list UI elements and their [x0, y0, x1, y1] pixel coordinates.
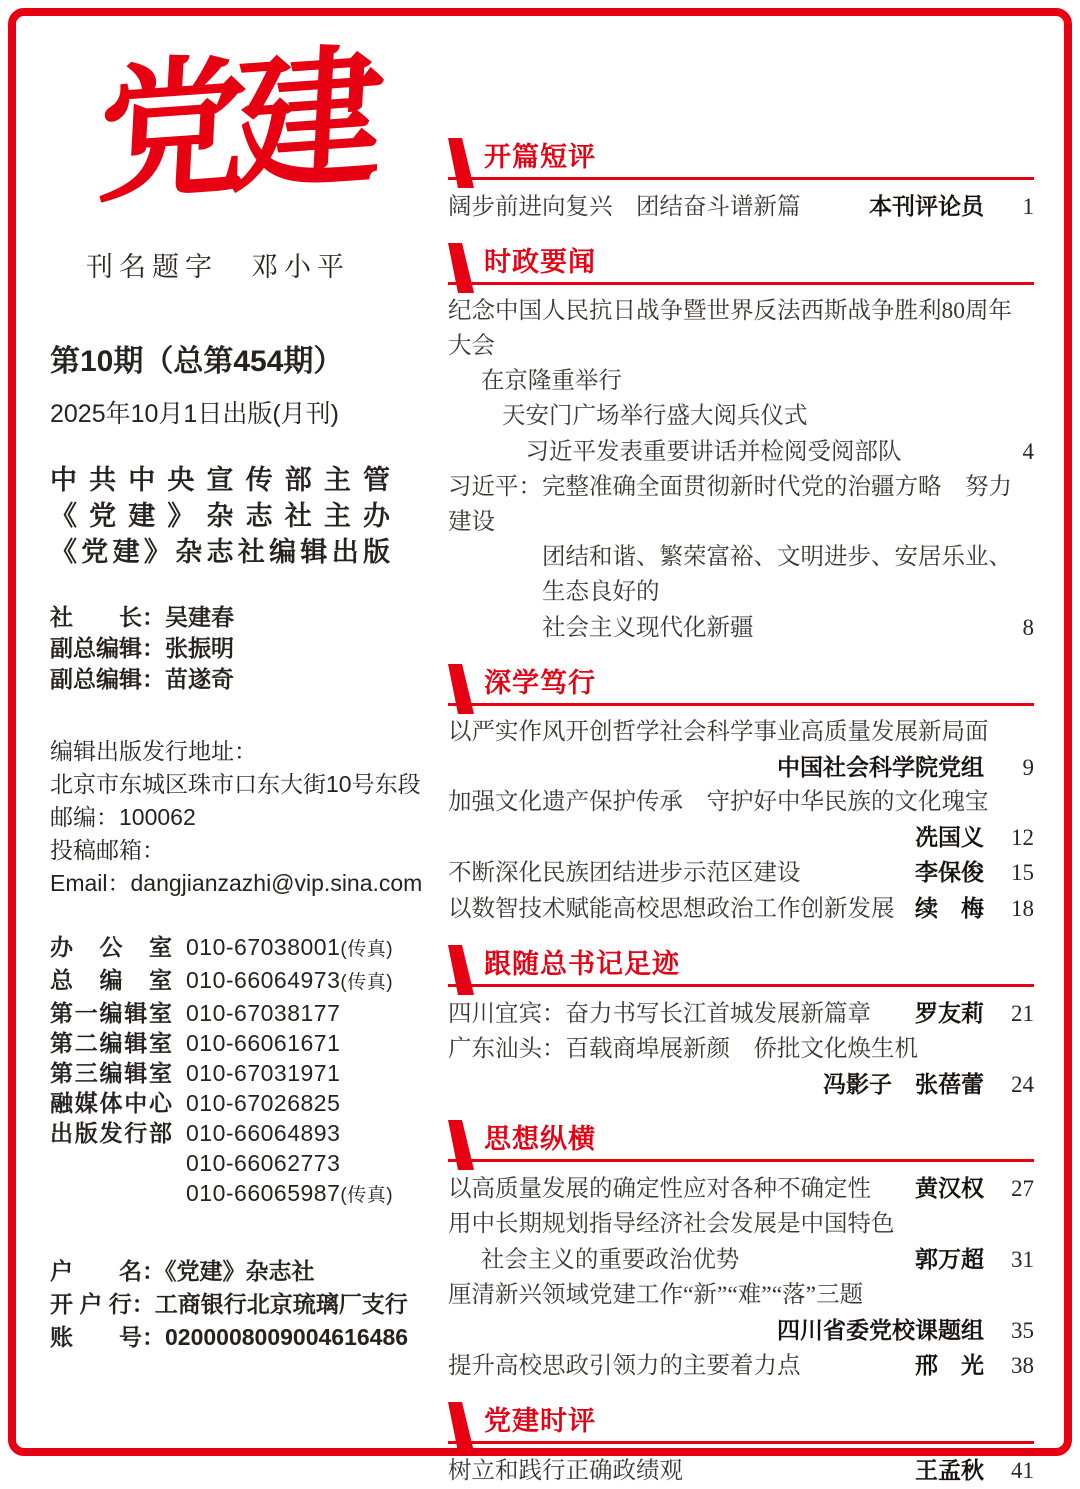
article-title: 社会主义的重要政治优势 — [480, 1247, 740, 1273]
article-page-number: 9 — [1022, 755, 1034, 780]
article-page-number: 31 — [1011, 1247, 1034, 1272]
article-row — [448, 1207, 1034, 1242]
toc-section — [448, 943, 1034, 1102]
phone-department-label: 第二编辑室 — [50, 1030, 172, 1056]
phone-row — [50, 1148, 438, 1178]
phone-row — [50, 998, 438, 1028]
article-author: 冯影子 张蓓蕾 — [823, 1071, 984, 1097]
article-row — [448, 399, 1034, 434]
article-title: 用中长期规划指导经济社会发展是中国特色 — [448, 1211, 895, 1237]
fax-note: (传真) — [340, 1185, 394, 1206]
phone-row — [50, 1178, 438, 1211]
article-row — [448, 364, 1034, 399]
article-page-number: 4 — [1022, 439, 1034, 464]
article-page-number: 8 — [1022, 615, 1034, 640]
article-page-number: 1 — [1022, 194, 1034, 219]
phone-row — [50, 932, 438, 965]
article-title: 以严实作风开创哲学社会科学事业高质量发展新局面 — [448, 719, 989, 745]
section-marker-icon — [448, 243, 474, 293]
bank-line: 开 户 行：工商银行北京琉璃厂支行 — [50, 1291, 408, 1317]
issue-number: 第10期（总第454期） — [50, 345, 344, 378]
publisher-line: 《党建》杂志社主办 — [50, 501, 390, 531]
article-title: 社会主义现代化新疆 — [542, 615, 754, 641]
article-row — [448, 1067, 1034, 1102]
address-line: 投稿邮箱： — [50, 837, 165, 863]
section-header — [448, 1400, 1034, 1444]
address-block — [50, 735, 438, 900]
section-title: 深学笃行 — [484, 668, 596, 698]
article-row — [448, 715, 1034, 750]
phone-number: 010-67038177 — [186, 1000, 341, 1026]
article-title: 加强文化遗产保护传承 守护好中华民族的文化瑰宝 — [448, 789, 989, 815]
article-title: 厘清新兴领域党建工作“新”“难”“落”三题 — [448, 1282, 864, 1308]
section-articles — [448, 189, 1034, 225]
article-row — [448, 1278, 1034, 1313]
article-title: 在京隆重举行 — [480, 368, 622, 394]
publisher-line: 《党建》杂志社编辑出版 — [50, 537, 390, 567]
bank-line: 账 号：0200008009004616486 — [50, 1324, 409, 1350]
masthead-column — [50, 28, 438, 1354]
section-marker-icon — [448, 945, 474, 995]
phone-department-label: 总编室 — [50, 967, 172, 993]
phone-number: 010-67031971 — [186, 1060, 341, 1086]
article-row — [448, 855, 1034, 891]
bank-line: 户 名：《党建》杂志社 — [50, 1258, 315, 1284]
article-row — [448, 996, 1034, 1032]
section-title: 党建时评 — [484, 1406, 596, 1436]
section-header — [448, 241, 1034, 285]
article-row — [448, 1453, 1034, 1489]
phone-number: 010-67038001(传真) — [186, 934, 394, 960]
section-title: 时政要闻 — [484, 247, 596, 277]
phone-department-label: 第一编辑室 — [50, 1000, 172, 1026]
article-row — [448, 189, 1034, 225]
article-author: 冼国义 — [915, 824, 984, 850]
article-page-number: 27 — [1011, 1176, 1034, 1201]
article-author: 罗友莉 — [915, 1000, 984, 1026]
article-title: 天安门广场举行盛大阅兵仪式 — [502, 403, 808, 429]
article-page-number: 18 — [1011, 896, 1034, 921]
toc-section — [448, 241, 1034, 646]
toc-section — [448, 1118, 1034, 1384]
toc-section — [448, 662, 1034, 927]
article-row — [448, 1348, 1034, 1384]
phone-number: 010-66065987(传真) — [186, 1180, 394, 1206]
fax-note: (传真) — [340, 939, 394, 960]
article-title: 以数智技术赋能高校思想政治工作创新发展 — [448, 896, 895, 922]
phone-row — [50, 965, 438, 998]
phone-row — [50, 1118, 438, 1148]
phone-number: 010-67026825 — [186, 1090, 341, 1116]
article-author: 李保俊 — [915, 859, 984, 885]
staff-line: 副总编辑：苗遂奇 — [50, 666, 234, 692]
article-author: 中国社会科学院党组 — [777, 754, 984, 780]
address-line: Email：dangjianzazhi@vip.sina.com — [50, 870, 423, 896]
staff-block — [50, 602, 438, 695]
article-row — [448, 891, 1034, 927]
article-page-number: 24 — [1011, 1072, 1034, 1097]
phone-directory — [50, 932, 438, 1211]
address-line: 邮编：100062 — [50, 804, 196, 830]
phone-number: 010-66061671 — [186, 1030, 341, 1056]
article-row — [448, 540, 1034, 610]
article-title: 阔步前进向复兴 团结奋斗谱新篇 — [448, 194, 801, 220]
section-header — [448, 1118, 1034, 1162]
article-row — [448, 294, 1034, 364]
phone-row — [50, 1058, 438, 1088]
publisher-line: 中共中央宣传部主管 — [50, 465, 390, 495]
section-header — [448, 136, 1034, 180]
article-author: 王孟秋 — [915, 1457, 984, 1483]
article-page-number: 12 — [1011, 825, 1034, 850]
article-row — [448, 750, 1034, 785]
section-marker-icon — [448, 664, 474, 714]
section-articles — [448, 996, 1034, 1102]
phone-department-label: 办公室 — [50, 934, 172, 960]
article-page-number: 38 — [1011, 1353, 1034, 1378]
phone-number: 010-66064893 — [186, 1120, 341, 1146]
phone-department-label: 融媒体中心 — [50, 1090, 172, 1116]
article-author: 郭万超 — [915, 1246, 984, 1272]
section-marker-icon — [448, 138, 474, 188]
article-title: 提升高校思政引领力的主要着力点 — [448, 1353, 801, 1379]
article-row — [448, 434, 1034, 470]
article-title: 习近平：完整准确全面贯彻新时代党的治疆方略 努力建设 — [448, 474, 1012, 535]
phone-row — [50, 1028, 438, 1058]
article-title: 四川宜宾：奋力书写长江首城发展新篇章 — [448, 1001, 871, 1027]
address-line: 编辑出版发行地址： — [50, 738, 257, 764]
article-page-number: 15 — [1011, 860, 1034, 885]
article-author: 邢 光 — [915, 1352, 984, 1378]
staff-line: 副总编辑：张振明 — [50, 635, 234, 661]
bank-info-block — [50, 1255, 438, 1354]
section-marker-icon — [448, 1402, 474, 1452]
section-articles — [448, 1453, 1034, 1489]
section-marker-icon — [448, 1120, 474, 1170]
phone-number: 010-66064973(传真) — [186, 967, 394, 993]
section-title: 开篇短评 — [484, 142, 596, 172]
publisher-block — [50, 462, 390, 570]
article-row — [448, 1242, 1034, 1278]
article-title: 树立和践行正确政绩观 — [448, 1458, 683, 1484]
section-articles — [448, 294, 1034, 646]
fax-note: (传真) — [340, 972, 394, 993]
article-author: 黄汉权 — [915, 1175, 984, 1201]
logo-calligrapher-credit: 刊名题字 邓小平 — [86, 252, 350, 283]
article-row — [448, 785, 1034, 820]
section-header — [448, 662, 1034, 706]
phone-row — [50, 1088, 438, 1118]
magazine-logo: 党建 — [93, 28, 374, 225]
article-row — [448, 1313, 1034, 1348]
section-articles — [448, 715, 1034, 927]
table-of-contents — [448, 136, 1034, 1489]
article-title: 以高质量发展的确定性应对各种不确定性 — [448, 1176, 871, 1202]
article-row — [448, 1032, 1034, 1067]
staff-line: 社 长：吴建春 — [50, 604, 234, 630]
article-author: 本刊评论员 — [869, 193, 984, 219]
article-title: 纪念中国人民抗日战争暨世界反法西斯战争胜利80周年大会 — [448, 298, 1012, 359]
address-line: 北京市东城区珠市口东大街10号东段 — [50, 771, 421, 797]
article-title: 团结和谐、繁荣富裕、文明进步、安居乐业、生态良好的 — [542, 544, 1012, 605]
article-row — [448, 470, 1034, 540]
article-row — [448, 610, 1034, 646]
article-page-number: 35 — [1011, 1318, 1034, 1343]
phone-department-label: 第三编辑室 — [50, 1060, 172, 1086]
toc-section — [448, 136, 1034, 225]
article-row — [448, 1171, 1034, 1207]
article-title: 广东汕头：百载商埠展新颜 侨批文化焕生机 — [448, 1036, 918, 1062]
section-title: 思想纵横 — [484, 1124, 596, 1154]
article-title: 不断深化民族团结进步示范区建设 — [448, 860, 801, 886]
article-page-number: 21 — [1011, 1001, 1034, 1026]
phone-number: 010-66062773 — [186, 1150, 341, 1176]
toc-section — [448, 1400, 1034, 1489]
section-header — [448, 943, 1034, 987]
section-articles — [448, 1171, 1034, 1384]
article-row — [448, 820, 1034, 855]
section-title: 跟随总书记足迹 — [484, 949, 680, 979]
article-author: 续 梅 — [915, 895, 984, 921]
article-author: 四川省委党校课题组 — [777, 1317, 984, 1343]
article-title: 习近平发表重要讲话并检阅受阅部队 — [525, 439, 902, 465]
article-page-number: 41 — [1011, 1458, 1034, 1483]
publish-date: 2025年10月1日出版(月刊) — [50, 400, 339, 428]
phone-department-label: 出版发行部 — [50, 1120, 172, 1146]
